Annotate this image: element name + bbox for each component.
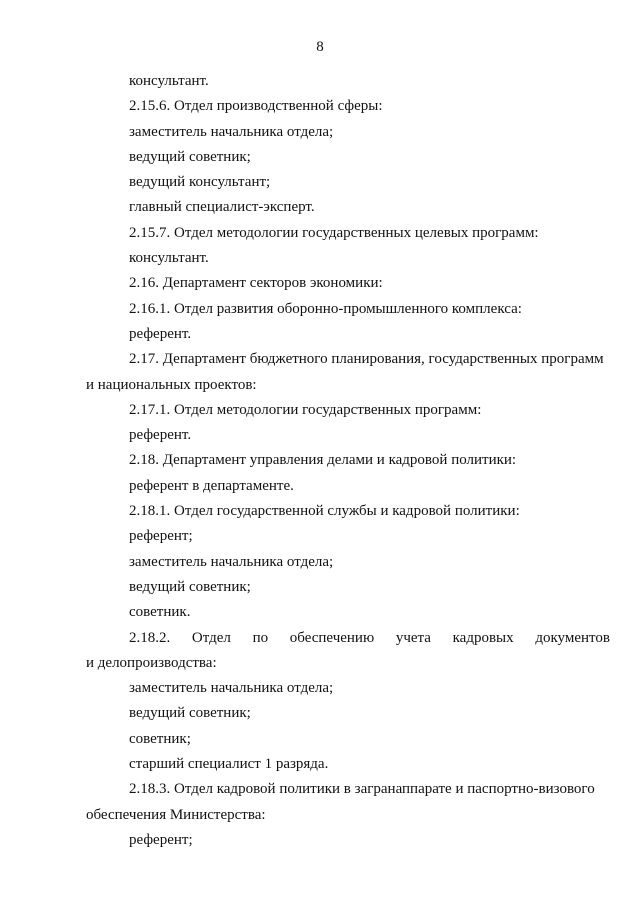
text-line: 2.17. Департамент бюджетного планирования, государственных программ xyxy=(129,351,604,368)
text-line: ведущий советник; xyxy=(129,705,251,722)
text-line: 2.18.3. Отдел кадровой политики в загранаппарате и паспортно-визового xyxy=(129,781,595,798)
text-line: референт. xyxy=(129,427,192,444)
text-line: и национальных проектов: xyxy=(86,376,257,393)
document-body xyxy=(86,72,610,856)
text-line: 2.15.7. Отдел методологии государственных целевых программ: xyxy=(129,224,539,241)
text-line: референт; xyxy=(129,831,193,848)
text-line: 2.16. Департамент секторов экономики: xyxy=(129,275,383,292)
text-word: обеспечению xyxy=(289,629,375,646)
text-word: 2.18.2. xyxy=(129,629,171,646)
text-line xyxy=(86,629,610,654)
text-line: главный специалист-эксперт. xyxy=(129,199,315,216)
text-line: ведущий консультант; xyxy=(129,174,271,191)
text-line: заместитель начальника отдела; xyxy=(129,680,334,697)
text-word: документов xyxy=(535,629,610,646)
text-line: ведущий советник; xyxy=(129,148,251,165)
text-line: 2.15.6. Отдел производственной сферы: xyxy=(129,98,383,115)
page-number: 8 xyxy=(316,39,324,55)
text-word: кадровых xyxy=(452,629,514,646)
text-line: референт в департаменте. xyxy=(129,477,294,494)
text-line: референт. xyxy=(129,325,192,342)
text-line: 2.18. Департамент управления делами и кадровой политики: xyxy=(129,452,517,469)
text-line: старший специалист 1 разряда. xyxy=(129,756,329,773)
text-line: 2.17.1. Отдел методологии государственных программ: xyxy=(129,401,482,418)
text-line: советник. xyxy=(129,604,191,621)
text-line: ведущий советник; xyxy=(129,578,251,595)
text-line: референт; xyxy=(129,528,193,545)
text-word: по xyxy=(252,629,269,646)
text-word: Отдел xyxy=(191,629,231,646)
text-line: 2.18.1. Отдел государственной службы и кадровой политики: xyxy=(129,503,520,520)
text-line: 2.16.1. Отдел развития оборонно-промышленного комплекса: xyxy=(129,300,522,317)
text-word: учета xyxy=(395,629,431,646)
text-line: и делопроизводства: xyxy=(86,654,217,671)
text-line: заместитель начальника отдела; xyxy=(129,123,334,140)
text-line: обеспечения Министерства: xyxy=(86,806,266,823)
text-line: заместитель начальника отдела; xyxy=(129,553,334,570)
text-line: консультант. xyxy=(129,73,209,89)
text-line: консультант. xyxy=(129,250,209,267)
text-line: советник; xyxy=(129,730,191,747)
